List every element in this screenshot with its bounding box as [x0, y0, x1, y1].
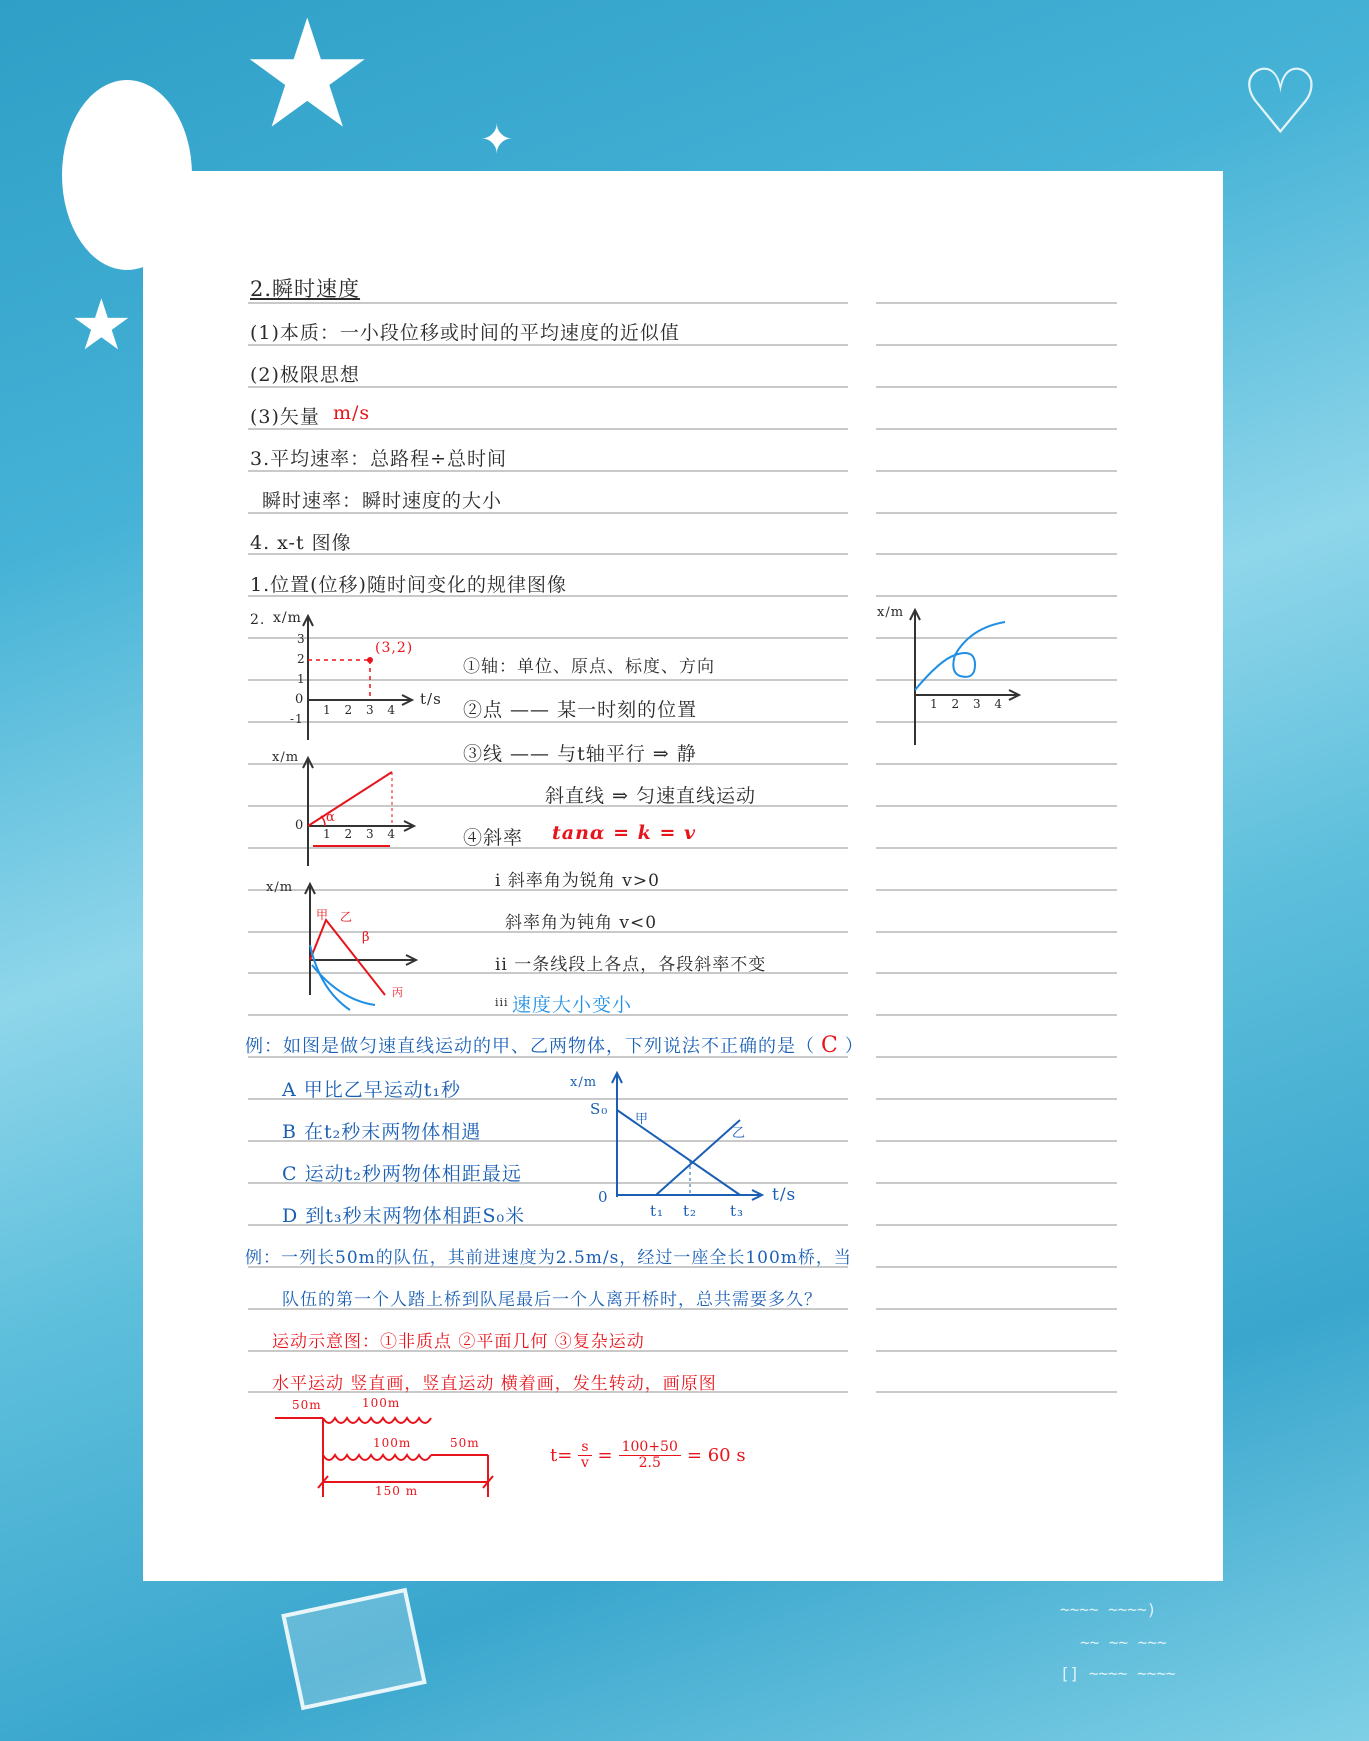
star-icon: ★ [240, 0, 375, 162]
unit-note: m/s [333, 402, 371, 424]
graph-2-ylabel: x/m [272, 750, 300, 765]
example-1-graph-t2: t₂ [683, 1202, 698, 1220]
section-4-title: 4. x-t 图像 [250, 532, 352, 554]
example-1-option-b: B 在t₂秒末两物体相遇 [282, 1121, 482, 1143]
time-formula: t= $\frac{s}{v}$ = $\frac{100+50}{2.5}$ = 60 s [550, 1439, 746, 1472]
formula-lhs: t= [550, 1445, 573, 1467]
diagram-total-label: 150 m [375, 1484, 419, 1498]
section-4-sub2-label: 2. [250, 612, 266, 628]
graph-1-ytick-2: 2 [297, 652, 306, 666]
graph-3-ylabel: x/m [266, 880, 294, 895]
fraction-distance-over-speed: $\frac{100+50}{2.5}$ [619, 1440, 681, 1472]
graph-1-xlabel: t/s [420, 690, 442, 708]
point-2-point: ②点 —— 某一时刻的位置 [463, 699, 698, 721]
speed-decrease-note: 速度大小变小 [512, 994, 633, 1016]
instant-speed-line: 瞬时速率：瞬时速度的大小 [262, 490, 503, 512]
point-3-line: ③线 —— 与t轴平行 ⇒ 静 [463, 743, 697, 765]
graph-3-bing: 丙 [392, 986, 404, 999]
example-2-question-line-1: 例：一列长50m的队伍，其前进速度为2.5m/s，经过一座全长100m桥，当 [245, 1248, 852, 1268]
star-icon: ★ [70, 284, 133, 366]
graph-1-ytick-3: 3 [297, 632, 306, 646]
example-1-question: 例：如图是做匀速直线运动的甲、乙两物体，下列说法不正确的是（ C ） [245, 1033, 864, 1058]
point-4-slope: ④斜率 [463, 827, 524, 849]
graph-right-xticks: 1 2 3 4 [930, 697, 1004, 711]
graph-1-ytick-neg1: -1 [290, 712, 304, 726]
example-2-note-1: 运动示意图：①非质点 ②平面几何 ③复杂运动 [272, 1332, 645, 1352]
graph-1-xticks: 1 2 3 4 [323, 703, 397, 717]
example-1-option-c: C 运动t₂秒两物体相距最远 [282, 1163, 522, 1185]
section-2-title: 2.瞬时速度 [250, 277, 361, 301]
graph-1-ylabel: x/m [273, 610, 302, 626]
example-1-graph-xlabel: t/s [772, 1185, 797, 1205]
fraction-s-over-v: $\frac{s}{v}$ [578, 1440, 591, 1472]
graph-1-ytick-1: 1 [297, 672, 306, 686]
example-1-graph-jia: 甲 [635, 1112, 650, 1127]
graph-3-yi: 乙 [340, 910, 354, 924]
diagram-top-left-label: 50m [292, 1398, 322, 1412]
example-1-graph-ylabel: x/m [570, 1075, 598, 1090]
point-4-acute: i 斜率角为锐角 v>0 [495, 871, 660, 891]
graph-1-point-label: (3,2) [375, 640, 414, 656]
chalk-scribbles: ~~~~ ~~~~) ~~ ~~ ~~~ [] ~~~~ ~~~~ [1060, 1600, 1176, 1683]
section-4-sub1: 1.位置(位移)随时间变化的规律图像 [250, 574, 567, 596]
diagram-top-bridge-label: 100m [362, 1396, 401, 1410]
slope-formula: tanα = k = v [552, 822, 697, 844]
point-1-axes: ①轴：单位、原点、标度、方向 [463, 657, 715, 677]
formula-result: = 60 s [686, 1445, 746, 1467]
graph-2-xticks: 1 2 3 4 [323, 827, 397, 841]
example-2-note-2: 水平运动 竖直画，竖直运动 横着画，发生转动，画原图 [272, 1374, 717, 1394]
example-1-graph-yi: 乙 [732, 1126, 747, 1141]
example-1-option-d: D 到t₃秒末两物体相距S₀米 [282, 1205, 526, 1227]
graph-3-jia: 甲 [316, 908, 330, 922]
example-2-question-line-2: 队伍的第一个人踏上桥到队尾最后一个人离开桥时，总共需要多久？ [282, 1290, 822, 1310]
example-1-answer: C [821, 1033, 839, 1058]
section-2-item-3: (3)矢量 [250, 406, 320, 428]
example-1-graph-t1: t₁ [650, 1202, 665, 1220]
graph-2-angle: α [326, 810, 336, 825]
example-1-graph-origin: 0 [598, 1188, 609, 1206]
graph-2-ytick-0: 0 [295, 818, 305, 833]
heart-icon: ♡ [1240, 50, 1321, 155]
example-1-graph-s0: S₀ [590, 1100, 609, 1118]
star-icon: ✦ [480, 117, 514, 163]
diagram-bottom-bridge-label: 100m [373, 1436, 412, 1450]
graph-right-ylabel: x/m [877, 605, 905, 620]
average-speed-line: 3.平均速率：总路程÷总时间 [250, 448, 508, 470]
example-1-graph-t3: t₃ [730, 1202, 745, 1220]
graph-1-ytick-0: 0 [295, 692, 305, 707]
point-4-iii: iii [495, 996, 509, 1009]
point-3-slanted: 斜直线 ⇒ 匀速直线运动 [545, 785, 756, 807]
graph-3-beta: β [362, 930, 371, 945]
section-2-item-2: (2)极限思想 [250, 364, 360, 386]
example-1-option-a: A 甲比乙早运动t₁秒 [282, 1079, 462, 1101]
point-4-obtuse: 斜率角为钝角 v<0 [505, 913, 658, 933]
diagram-bottom-right-label: 50m [450, 1436, 480, 1450]
point-4-constant: ii 一条线段上各点，各段斜率不变 [495, 955, 767, 975]
section-2-item-1: (1)本质：一小段位移或时间的平均速度的近似值 [250, 322, 680, 344]
